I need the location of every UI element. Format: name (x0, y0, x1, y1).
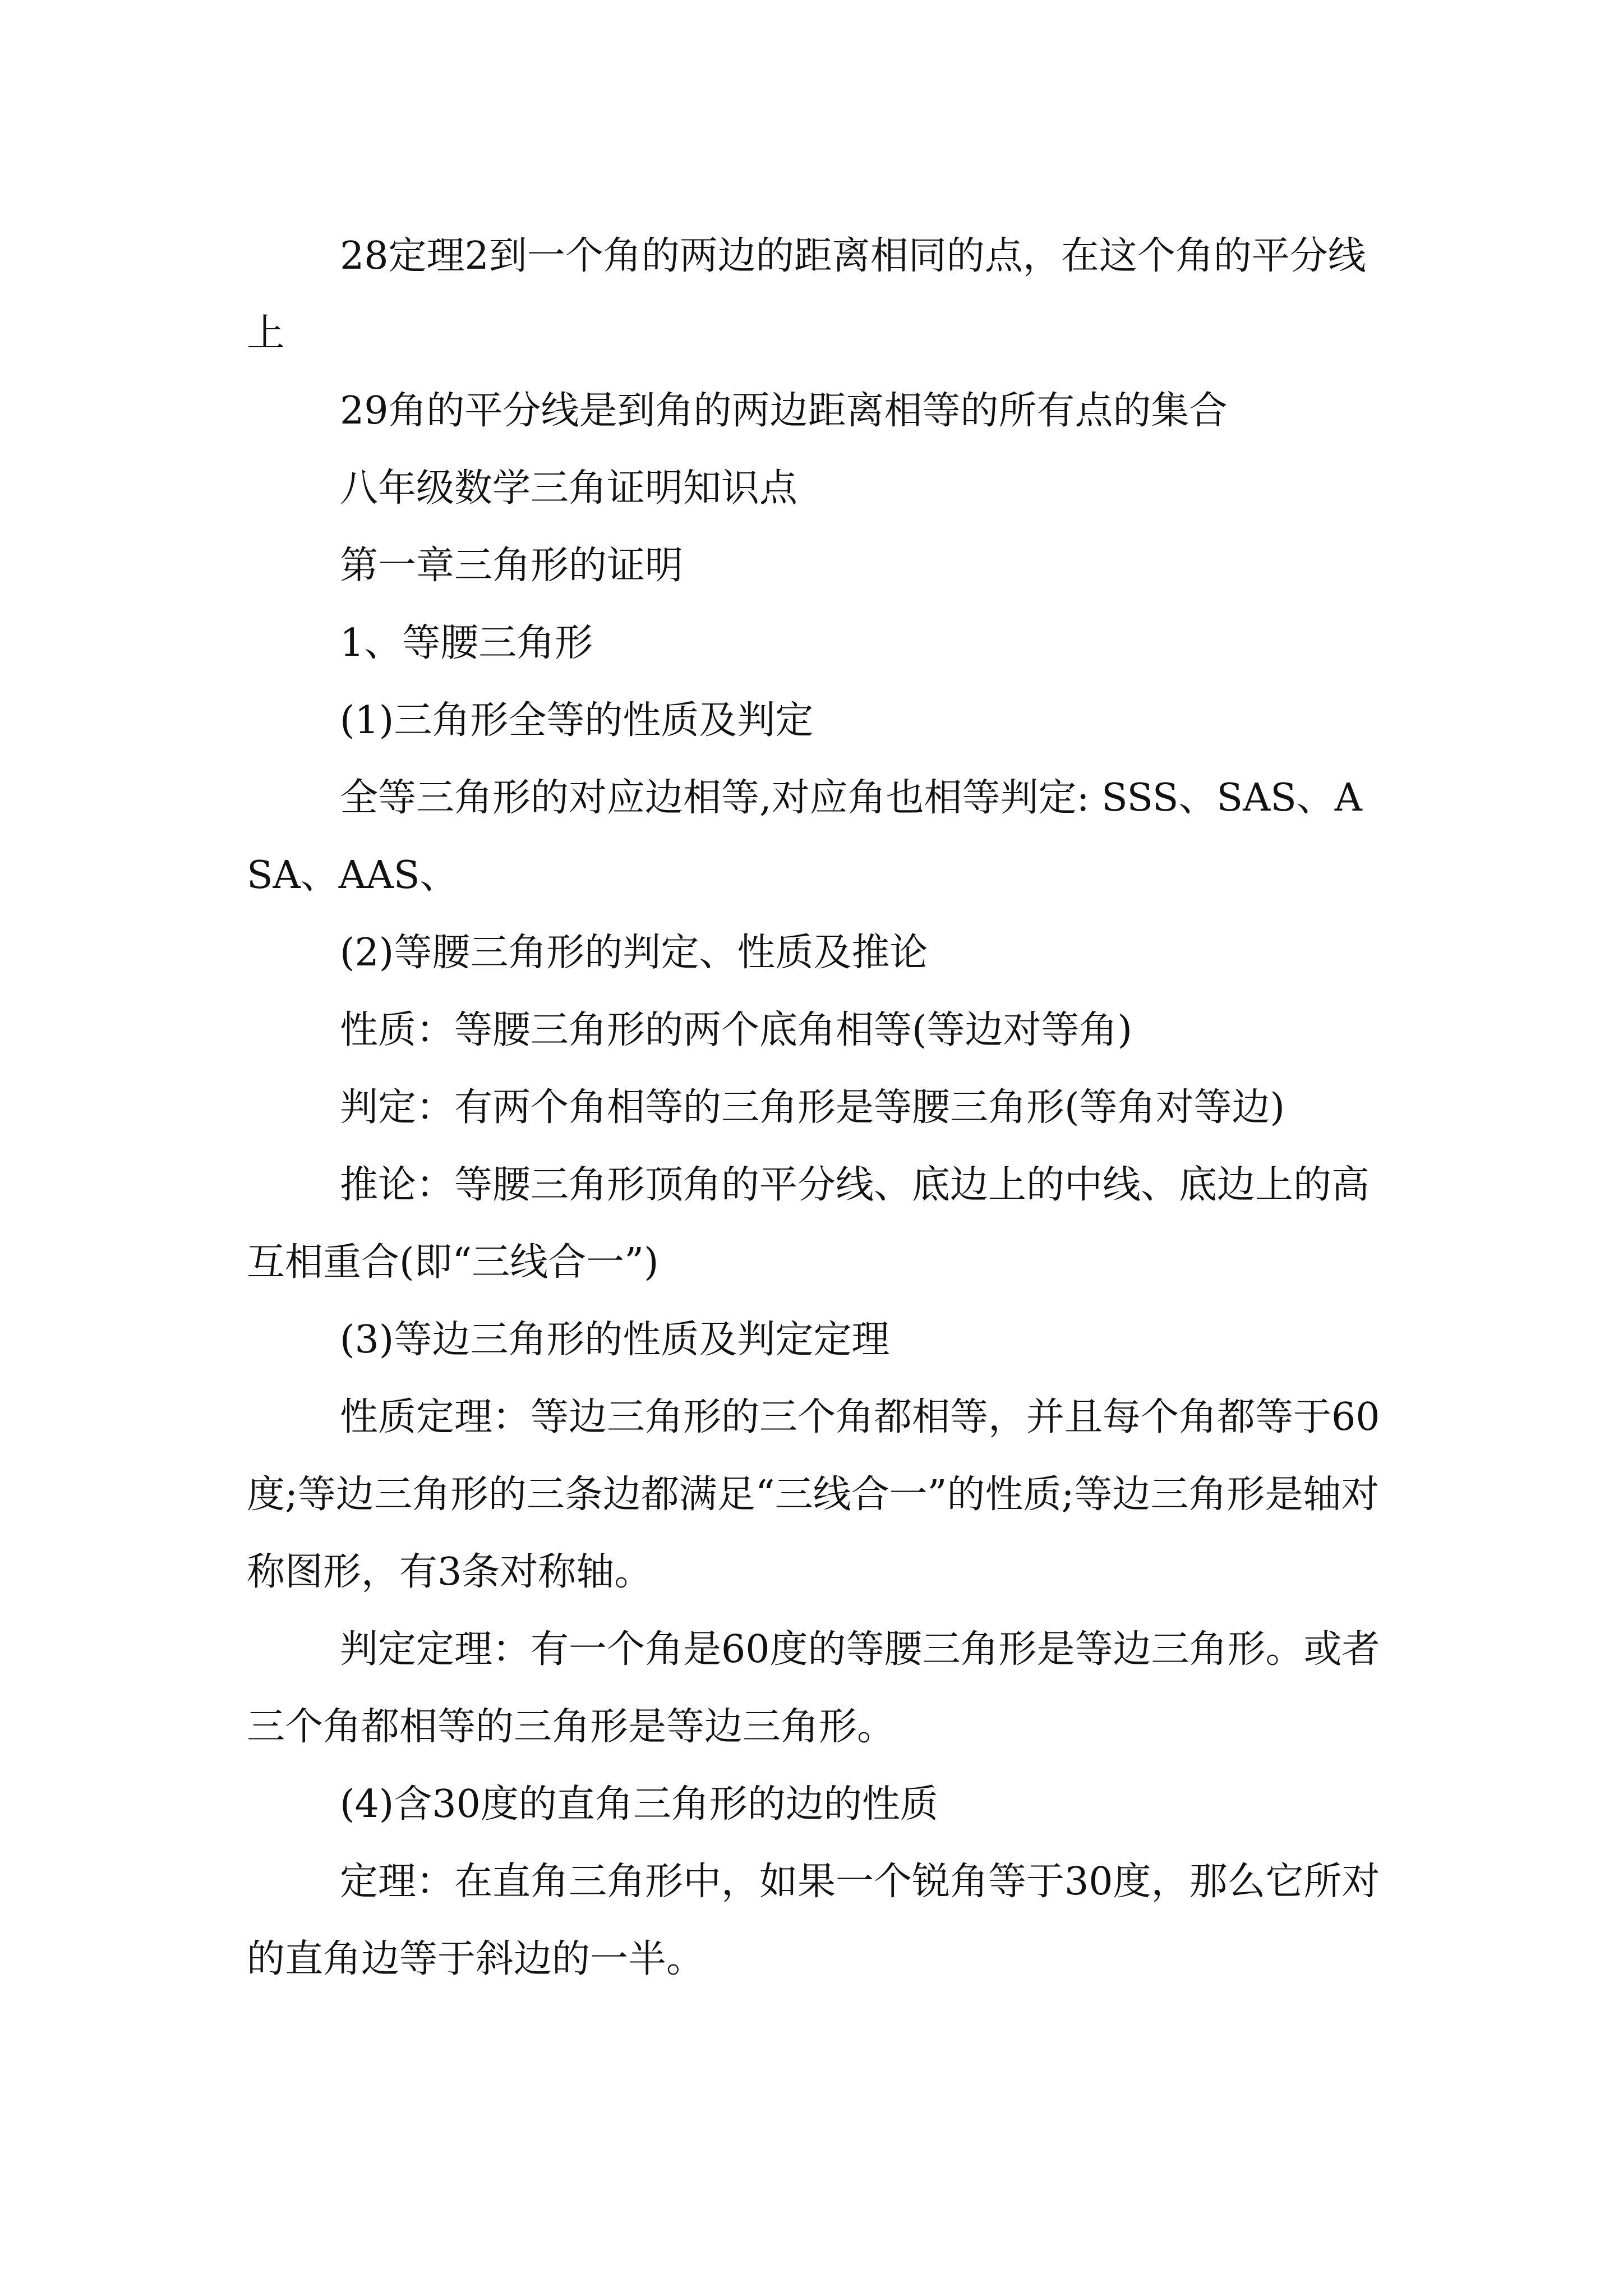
item-heading: (2)等腰三角形的判定、性质及推论 (340, 931, 928, 975)
item-heading: (4)含30度的直角三角形的边的性质 (340, 1782, 938, 1826)
section-title: 八年级数学三角证明知识点 (340, 466, 798, 510)
paragraph-theorem: 定理：在直角三角形中，如果一个锐角等于30度，那么它所对的直角边等于斜边的一半。 (247, 1860, 1380, 1981)
paragraph-theorem-28: 28定理2到一个角的两边的距离相同的点，在这个角的平分线上 (247, 234, 1366, 356)
item-heading: (3)等边三角形的性质及判定定理 (340, 1318, 890, 1362)
item-heading: (1)三角形全等的性质及判定 (340, 698, 814, 743)
paragraph-theorem-29: 29角的平分线是到角的两边距离相等的所有点的集合 (340, 389, 1228, 433)
paragraph-congruence-criteria: 全等三角形的对应边相等,对应角也相等判定: SSS、SAS、ASA、AAS、 (247, 776, 1362, 898)
paragraph-criterion: 判定：有两个角相等的三角形是等腰三角形(等角对等边) (340, 1085, 1285, 1130)
document-page (247, 218, 1385, 1998)
paragraph-property-theorem: 性质定理：等边三角形的三个角都相等，并且每个角都等于60度;等边三角形的三条边都满足“三线合一”的性质;等边三角形是轴对称图形，有3条对称轴。 (247, 1395, 1380, 1594)
paragraph-criterion-theorem: 判定定理：有一个角是60度的等腰三角形是等边三角形。或者三个角都相等的三角形是等边三角形。 (247, 1627, 1380, 1749)
paragraph-corollary: 推论：等腰三角形顶角的平分线、底边上的中线、底边上的高互相重合(即“三线合一”) (247, 1163, 1370, 1285)
chapter-title: 第一章三角形的证明 (340, 544, 684, 588)
subsection-heading: 1、等腰三角形 (340, 621, 593, 665)
paragraph-property: 性质：等腰三角形的两个底角相等(等边对等角) (340, 1008, 1133, 1052)
